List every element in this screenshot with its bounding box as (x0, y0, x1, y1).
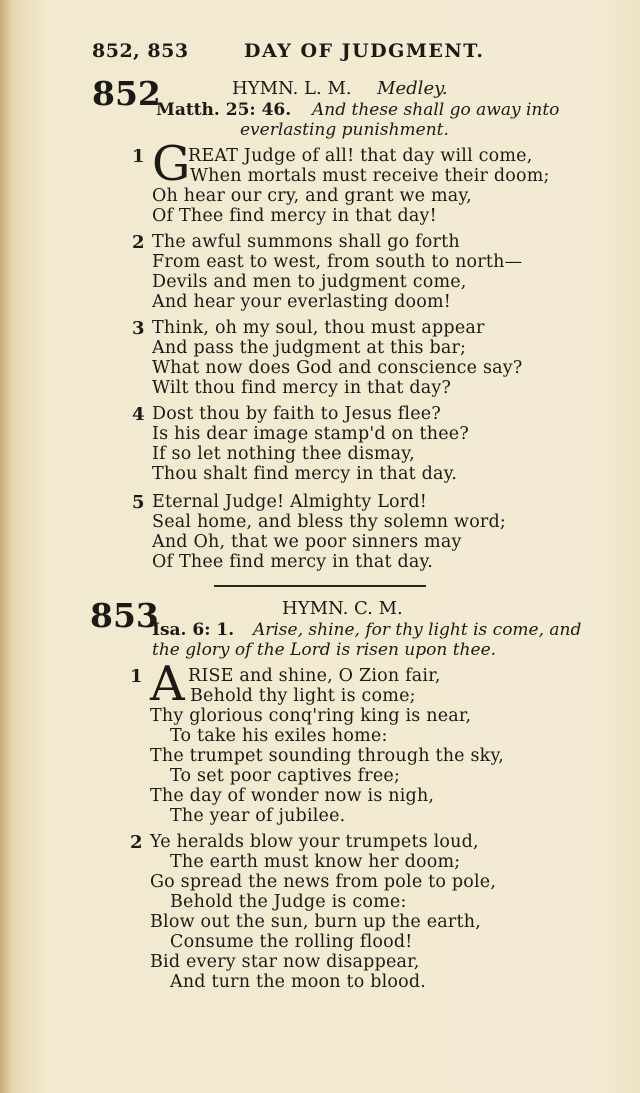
verse-line: The year of jubilee. (170, 806, 346, 826)
verse-line: Of Thee find mercy in that day. (152, 552, 434, 572)
verse-line: Blow out the sun, burn up the earth, (150, 912, 481, 932)
scripture-ref: Matth. 25: 46. (156, 100, 292, 120)
verse-line: The day of wonder now is nigh, (150, 786, 435, 806)
tune-name: Medley. (377, 78, 448, 99)
verse-line: Bid every star now disappear, (150, 952, 420, 972)
verse-line: Go spread the news from pole to pole, (150, 872, 497, 892)
verse-line: Dost thou by faith to Jesus flee? (152, 404, 441, 424)
verse-line: If so let nothing thee dismay, (152, 444, 415, 464)
scripture-quote-continued: the glory of the Lord is risen upon thee. (152, 640, 497, 660)
drop-cap: A (150, 656, 185, 712)
verse-line: RISE and shine, O Zion fair, (188, 666, 441, 686)
verse-line: And pass the judgment at this bar; (152, 338, 467, 358)
verse-line: Think, oh my soul, thou must appear (152, 318, 485, 338)
stanza-number: 2 (132, 232, 145, 253)
verse-line: Behold the Judge is come: (170, 892, 407, 912)
running-title: DAY OF JUDGMENT. (244, 40, 485, 62)
verse-line: What now does God and conscience say? (152, 358, 523, 378)
verse-line: Behold thy light is come; (190, 686, 416, 706)
drop-cap: G (152, 136, 191, 192)
verse-line: REAT Judge of all! that day will come, (188, 146, 533, 166)
running-header (92, 40, 612, 68)
verse-line: Wilt thou find mercy in that day? (152, 378, 452, 398)
verse-line: Seal home, and bless thy solemn word; (152, 512, 506, 532)
scripture-quote: And these shall go away into (311, 100, 560, 120)
hymn-number: 853 (90, 596, 159, 635)
hymn-heading (232, 78, 448, 99)
stanza-number: 3 (132, 318, 145, 339)
verse-line: The trumpet sounding through the sky, (150, 746, 505, 766)
hymn-meter: HYMN. C. M. (282, 598, 403, 619)
verse-line: And turn the moon to blood. (170, 972, 427, 992)
stanza-number: 1 (130, 666, 143, 687)
scripture-reference (152, 620, 581, 640)
verse-line: Devils and men to judgment come, (152, 272, 467, 292)
verse-line: Consume the rolling flood! (170, 932, 413, 952)
scripture-quote: Arise, shine, for thy light is come, and (252, 620, 582, 640)
page-numbers: 852, 853 (92, 40, 189, 62)
page-spine-shadow (0, 0, 10, 1093)
stanza-number: 1 (132, 146, 145, 167)
hymn-meter: HYMN. L. M. (232, 78, 352, 99)
verse-line: Is his dear image stamp'd on thee? (152, 424, 469, 444)
verse-line: Ye heralds blow your trumpets loud, (150, 832, 479, 852)
verse-line: From east to west, from south to north— (152, 252, 523, 272)
verse-line: When mortals must receive their doom; (190, 166, 550, 186)
hymn-heading (282, 598, 403, 619)
verse-line: To set poor captives free; (170, 766, 401, 786)
verse-line: The earth must know her doom; (170, 852, 461, 872)
scripture-ref: Isa. 6: 1. (152, 620, 235, 640)
scripture-reference (156, 100, 559, 120)
verse-line: Thou shalt find mercy in that day. (152, 464, 458, 484)
verse-line: To take his exiles home: (170, 726, 388, 746)
hymn-number: 852 (92, 74, 161, 113)
verse-line: Thy glorious conq'ring king is near, (150, 706, 472, 726)
verse-line: And hear your everlasting doom! (152, 292, 452, 312)
verse-line: And Oh, that we poor sinners may (152, 532, 462, 552)
verse-line: Oh hear our cry, and grant we may, (152, 186, 472, 206)
verse-line: The awful summons shall go forth (152, 232, 460, 252)
stanza-number: 5 (132, 492, 145, 513)
section-divider (214, 585, 426, 587)
verse-line: Of Thee find mercy in that day! (152, 206, 437, 226)
stanza-number: 2 (130, 832, 143, 853)
scripture-quote-continued: everlasting punishment. (240, 120, 449, 140)
stanza-number: 4 (132, 404, 145, 425)
verse-line: Eternal Judge! Almighty Lord! (152, 492, 427, 512)
